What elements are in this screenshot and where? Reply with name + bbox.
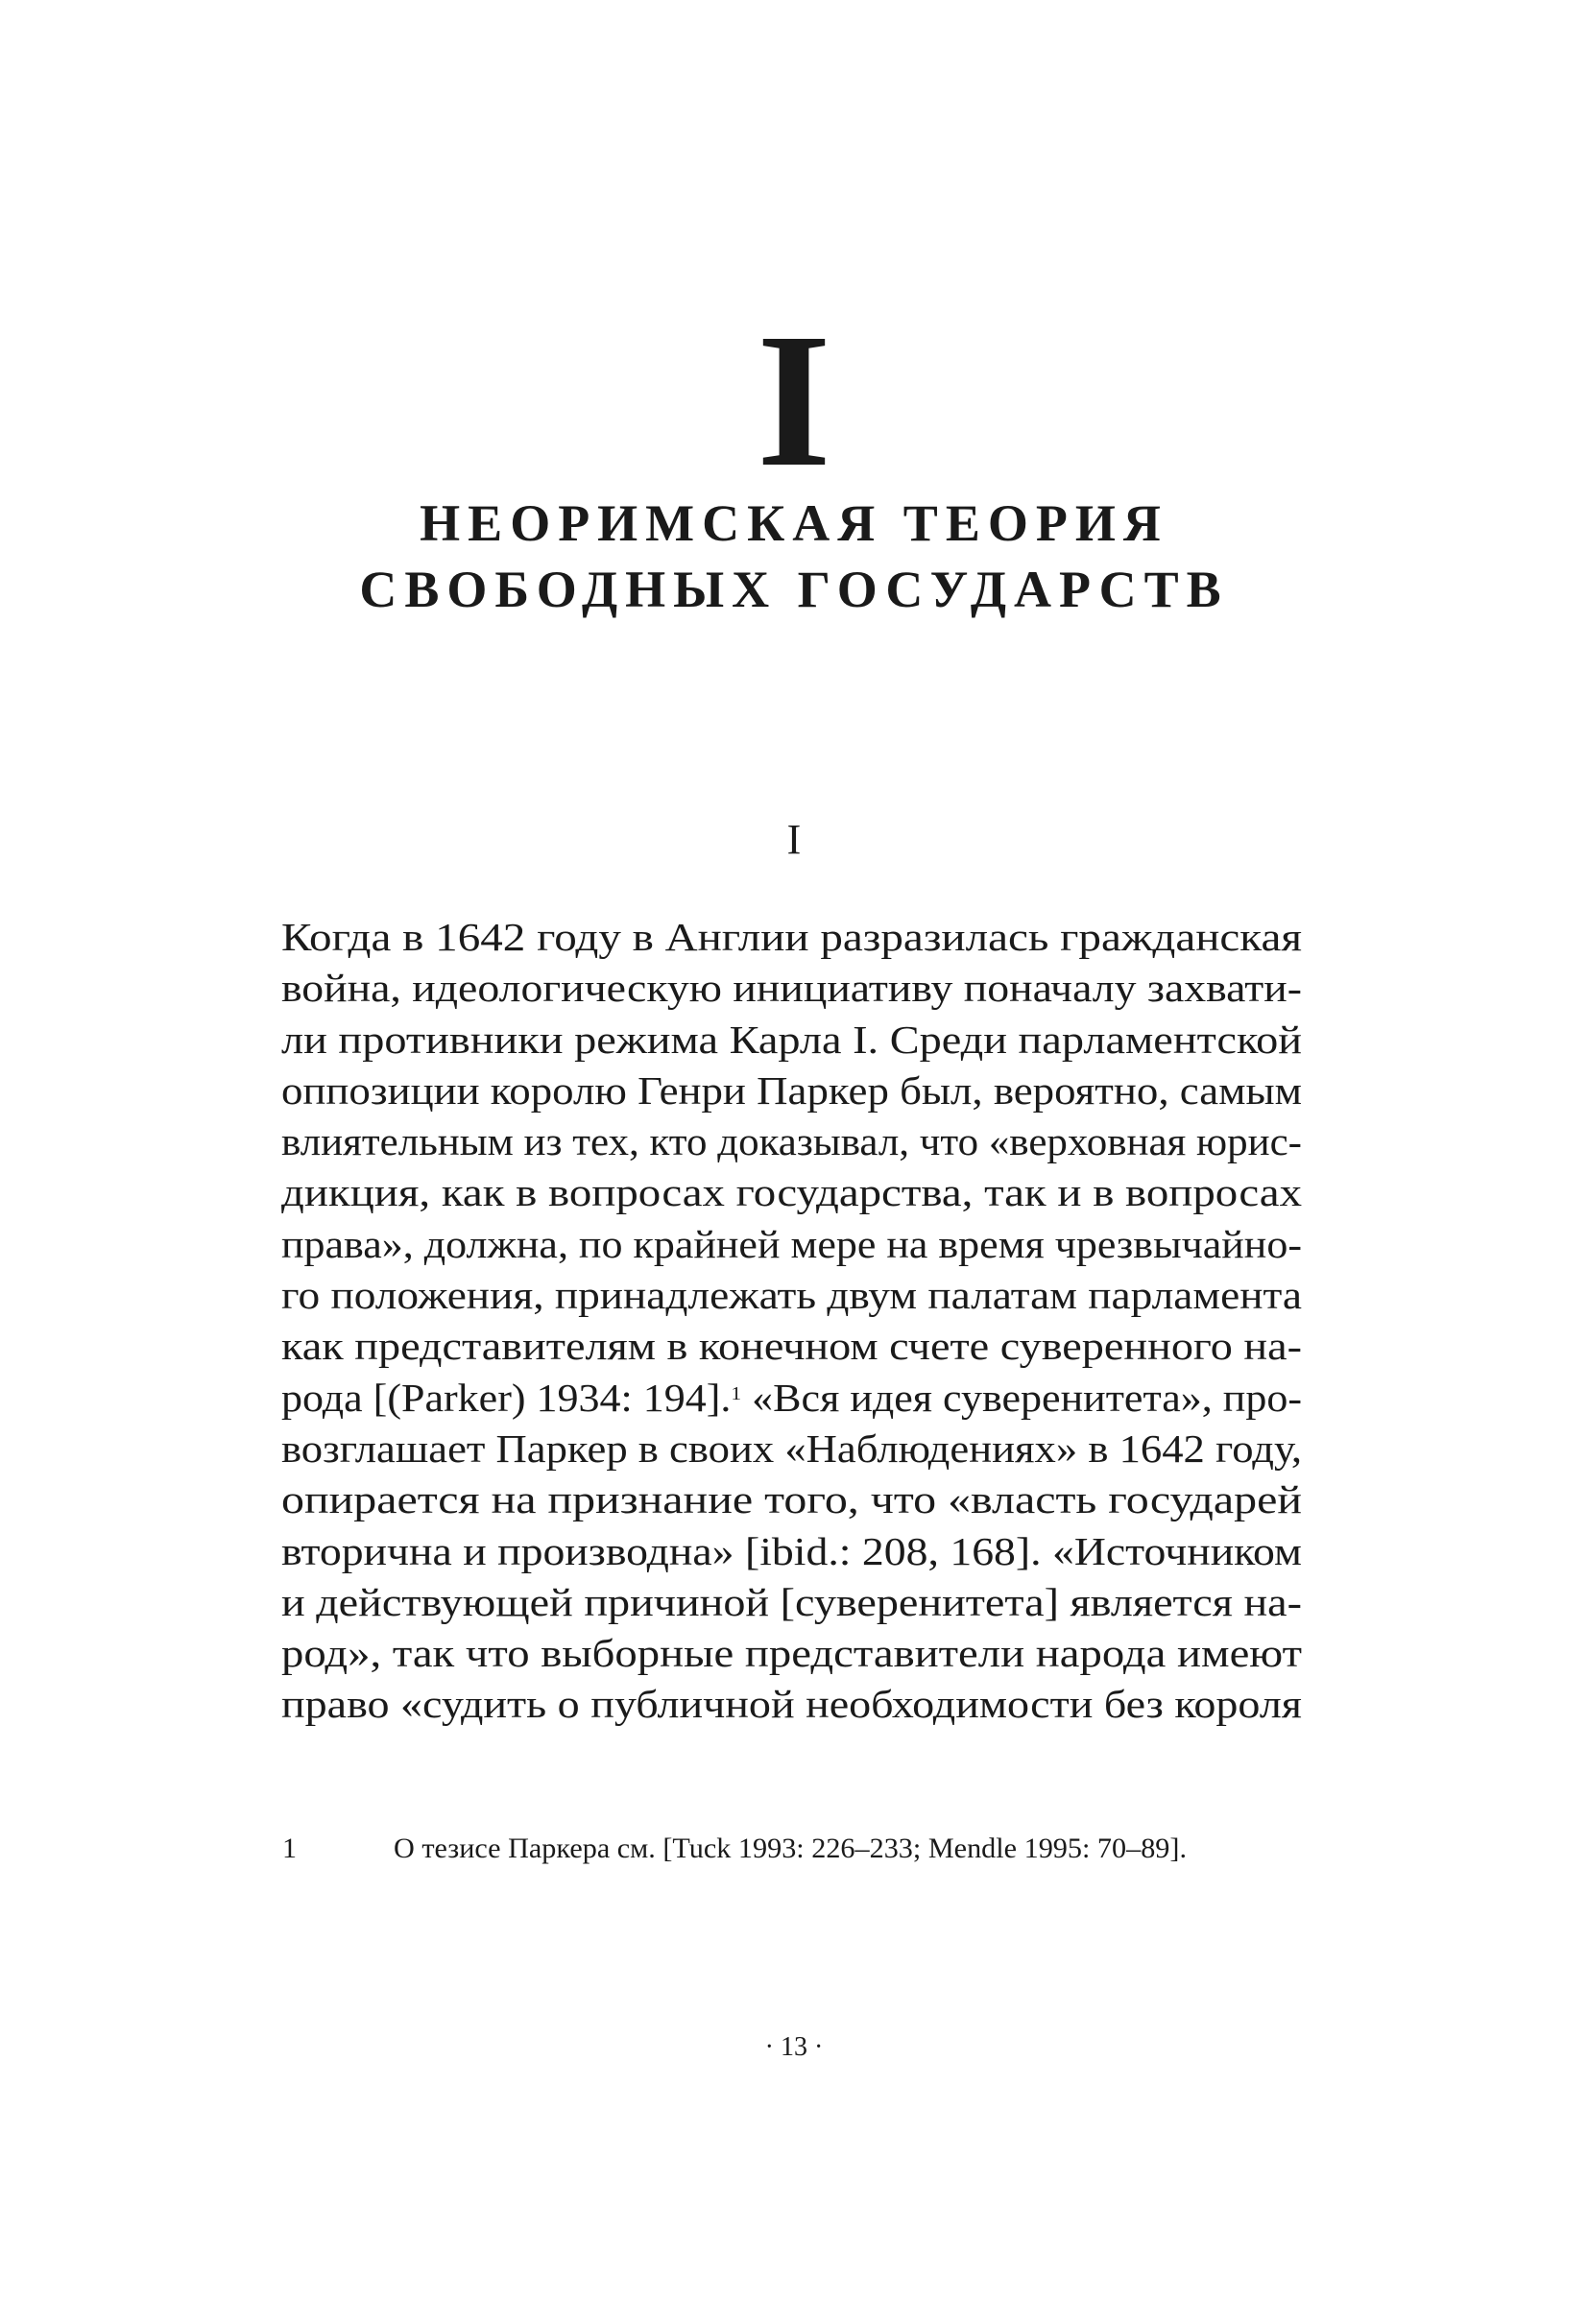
text-line: как представителям в конечном счете суверенного на- (281, 1324, 1302, 1369)
text-line: Когда в 1642 году в Англии разразилась гражданская (281, 915, 1302, 959)
text-line: го положения, принадлежать двум палатам парламента (281, 1273, 1302, 1318)
section-number: I (786, 816, 802, 863)
text-line: род», так что выборные представители народа имеют (281, 1631, 1302, 1676)
chapter-title-line-2: СВОБОДНЫХ ГОСУДАРСТВ (359, 561, 1229, 618)
text-line: права», должна, по крайней мере на время чрезвычайно- (281, 1221, 1302, 1266)
text-line: и действующей причиной [суверенитета] является на- (281, 1579, 1302, 1624)
text-line: вторична и производна» [ibid.: 208, 168]. «Источником (281, 1528, 1302, 1573)
text-line: опирается на признание того, что «власть государей (281, 1477, 1302, 1522)
footnote-number: 1 (282, 1833, 297, 1864)
text-line: дикция, как в вопросах государства, так и в вопросах (281, 1170, 1302, 1215)
text-line: рода [(Parker) 1934: 194].$^1$ «Вся идея суверенитета», про- (281, 1375, 1302, 1420)
body-text (281, 912, 1302, 1731)
page-number: · 13 · (764, 2032, 824, 2062)
text-line: ли противники режима Карла I. Среди парламентской (281, 1017, 1302, 1062)
text-line: война, идеологическую инициативу поначалу захвати- (281, 966, 1302, 1011)
chapter-title-line-1: НЕОРИМСКАЯ ТЕОРИЯ (420, 494, 1168, 552)
text-line: право «судить о публичной необходимости без короля (281, 1682, 1302, 1727)
chapter-number: I (757, 295, 831, 507)
text-line: влиятельным из тех, кто доказывал, что «верховная юрис- (281, 1119, 1302, 1164)
text-line: оппозиции королю Генри Паркер был, вероятно, самым (281, 1067, 1302, 1113)
footnote-text: О тезисе Паркера см. [Tuck 1993: 226–233; Mendle 1995: 70–89]. (394, 1833, 1187, 1864)
footnote-reference[interactable]: 1 (731, 1382, 742, 1404)
text-line: возглашает Паркер в своих «Наблюдениях» в 1642 году, (281, 1426, 1302, 1471)
